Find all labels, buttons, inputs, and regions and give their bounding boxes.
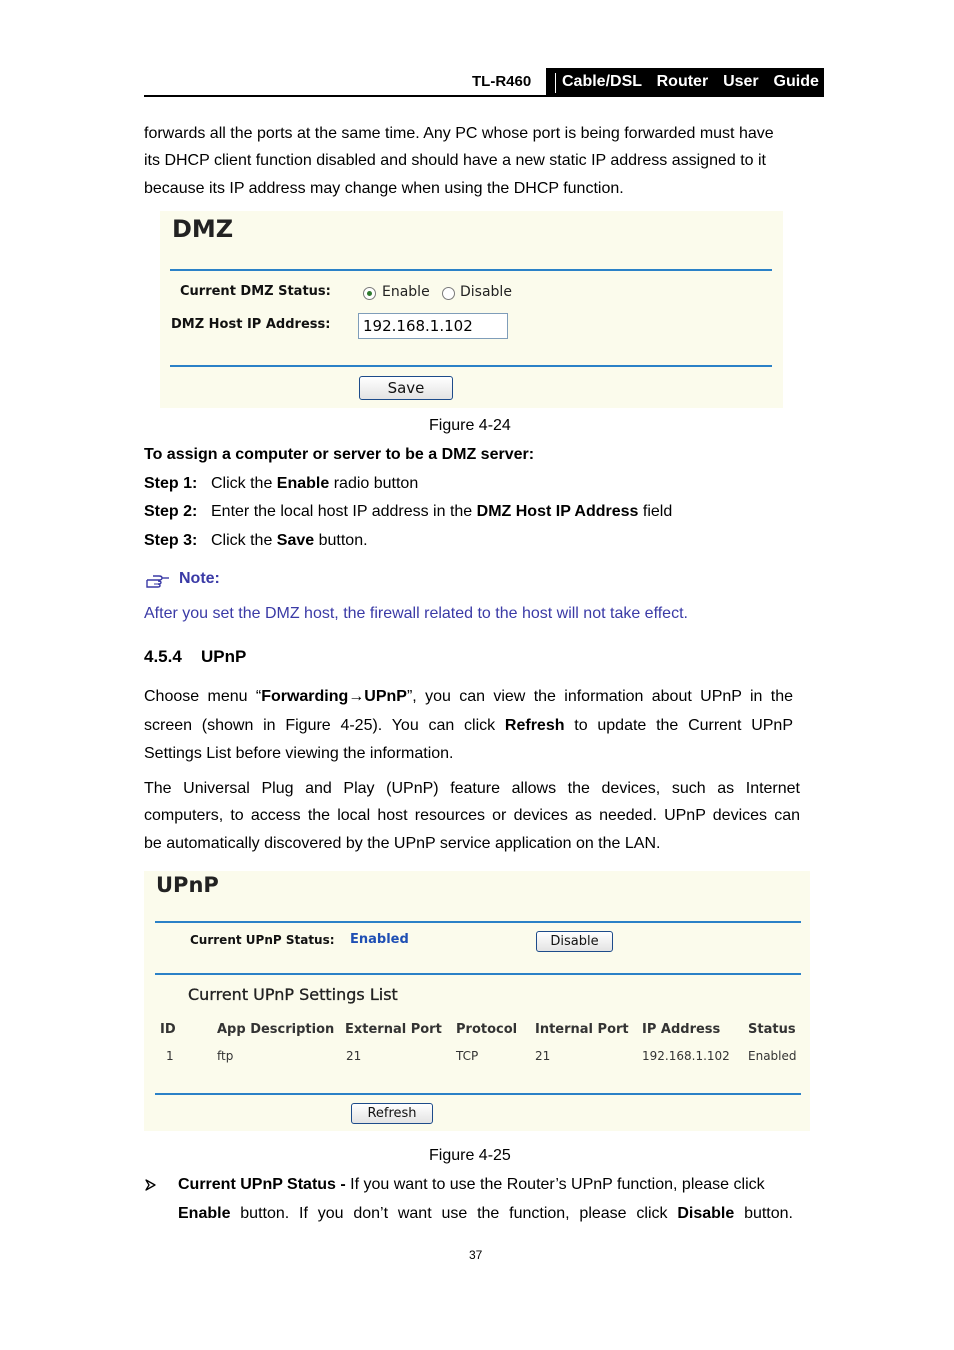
step-2-label: Step 2: [144, 503, 198, 520]
step-2-text: Enter the local host IP address in the DMZ Host IP Address field [211, 503, 673, 520]
upnp-cell-id: 1 [166, 1049, 174, 1063]
dmz-disable-label[interactable]: Disable [460, 284, 512, 300]
upnp-col-id: ID [160, 1022, 176, 1037]
steps-heading: To assign a computer or server to be a DMZ server: [144, 446, 535, 463]
dmz-disable-radio[interactable] [442, 287, 455, 300]
step-1-text: Click the Enable radio button [211, 475, 419, 492]
figure-4-24-caption: Figure 4-24 [429, 417, 511, 434]
section-title: UPnP [201, 647, 247, 666]
page-number: 37 [469, 1248, 483, 1262]
table-row [144, 1049, 810, 1067]
upnp-bottom-rule [155, 1093, 801, 1095]
upnp-cell-status: Enabled [748, 1049, 797, 1063]
upnp-top-rule [155, 921, 801, 923]
upnp-disable-button[interactable]: Disable [536, 931, 613, 952]
upnp-col-internal-port: Internal Port [535, 1022, 629, 1037]
upnp-title: UPnP [156, 873, 219, 897]
upnp-para1-line-3: Settings List before viewing the information. [144, 745, 454, 762]
header-model: TL-R460 [472, 73, 532, 90]
upnp-col-status: Status [748, 1022, 796, 1037]
note-title: Note: [179, 570, 220, 587]
arrow-bullet-icon [144, 1178, 158, 1192]
note-text: After you set the DMZ host, the firewall related to the host will not take effect. [144, 605, 688, 622]
step-1-label: Step 1: [144, 475, 198, 492]
bullet-line-2: Enable button. If you don’t want use the function, please click Disable button. [178, 1205, 793, 1222]
upnp-col-protocol: Protocol [456, 1022, 518, 1037]
bullet-line-1: Current UPnP Status - If you want to use the Router’s UPnP function, please click [178, 1176, 765, 1193]
upnp-para2-line-3: be automatically discovered by the UPnP service application on the LAN. [144, 835, 661, 852]
upnp-col-ip-address: IP Address [642, 1022, 721, 1037]
upnp-cell-protocol: TCP [456, 1049, 479, 1063]
dmz-top-rule [170, 269, 772, 271]
intro-line-2: its DHCP client function disabled and should have a new static IP address assigned to it [144, 152, 766, 169]
upnp-cell-external-port: 21 [346, 1049, 362, 1063]
upnp-cell-app-description: ftp [217, 1049, 234, 1063]
header-separator [555, 73, 556, 93]
upnp-status-label: Current UPnP Status: [190, 933, 335, 947]
dmz-panel [160, 211, 783, 408]
dmz-bottom-rule [170, 365, 772, 367]
upnp-status-value: Enabled [350, 932, 409, 947]
dmz-save-button[interactable]: Save [359, 376, 453, 400]
upnp-list-title: Current UPnP Settings List [188, 985, 398, 1004]
upnp-refresh-button[interactable]: Refresh [351, 1103, 433, 1124]
header-guide-title: Cable/DSL Router User Guide [562, 73, 819, 90]
upnp-mid-rule [155, 973, 801, 975]
dmz-status-label: Current DMZ Status: [180, 284, 331, 299]
dmz-enable-radio[interactable] [363, 287, 376, 300]
step-3-text: Click the Save button. [211, 532, 368, 549]
dmz-title: DMZ [172, 215, 234, 243]
upnp-cell-ip-address: 192.168.1.102 [642, 1049, 730, 1063]
step-3-label: Step 3: [144, 532, 198, 549]
upnp-para1-line-2: screen (shown in Figure 4-25). You can click Refresh to update the Current UPnP [144, 717, 793, 734]
upnp-col-app-description: App Description [217, 1022, 335, 1037]
upnp-col-external-port: External Port [345, 1022, 442, 1037]
intro-line-1: forwards all the ports at the same time. Any PC whose port is being forwarded must have [144, 125, 774, 142]
upnp-panel [144, 871, 810, 1131]
intro-line-3: because its IP address may change when using the DHCP function. [144, 180, 624, 197]
upnp-para1-line-1: Choose menu “Forwarding→UPnP”, you can view the information about UPnP in the [144, 688, 794, 705]
dmz-host-ip-input[interactable]: 192.168.1.102 [358, 313, 508, 339]
figure-4-25-caption: Figure 4-25 [429, 1147, 511, 1164]
dmz-host-label: DMZ Host IP Address: [171, 317, 331, 332]
upnp-para2-line-2: computers, to access the local host resources or devices as needed. UPnP devices can [144, 807, 800, 824]
dmz-enable-label[interactable]: Enable [382, 284, 430, 300]
section-number: 4.5.4 [144, 647, 182, 666]
upnp-cell-internal-port: 21 [535, 1049, 551, 1063]
header-rule [144, 95, 824, 97]
upnp-para2-line-1: The Universal Plug and Play (UPnP) feature allows the devices, such as Internet [144, 780, 800, 797]
pointing-hand-icon [145, 572, 171, 590]
